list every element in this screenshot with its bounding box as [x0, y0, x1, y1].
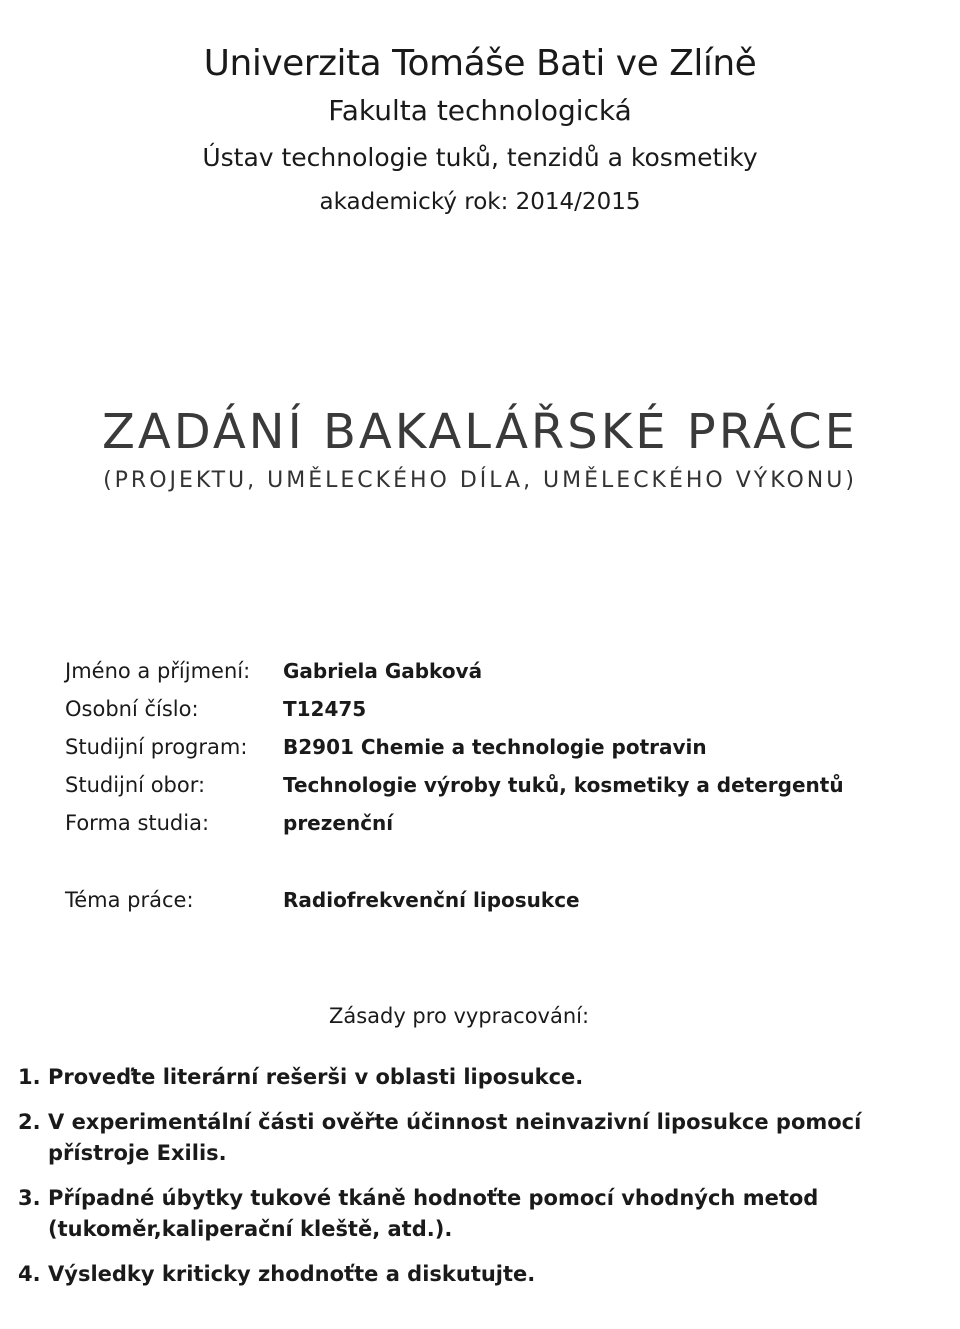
list-item — [18, 1062, 918, 1093]
item-text: Výsledky kriticky zhodnoťte a diskutujte. — [48, 1262, 536, 1286]
principles-list — [18, 1062, 918, 1304]
list-item — [18, 1259, 918, 1290]
title-block — [0, 400, 960, 498]
info-label: Studijní program: — [65, 735, 248, 759]
topic-value: Radiofrekvenční liposukce — [283, 888, 580, 912]
topic-label: Téma práce: — [65, 888, 194, 912]
item-text: Proveďte literární rešerši v oblasti liposukce. — [48, 1065, 584, 1089]
info-label: Studijní obor: — [65, 773, 206, 797]
item-number: 3. — [18, 1186, 41, 1210]
info-value: T12475 — [283, 697, 367, 721]
info-value: prezenční — [283, 811, 394, 835]
info-row-study-field — [65, 766, 925, 804]
info-label: Forma studia: — [65, 811, 210, 835]
item-number: 2. — [18, 1110, 41, 1134]
info-row-name — [65, 652, 925, 690]
student-info — [65, 652, 925, 842]
university-name: Univerzita Tomáše Bati ve Zlíně — [203, 43, 757, 84]
academic-year: akademický rok: 2014/2015 — [319, 189, 641, 215]
document-subtitle: (PROJEKTU, UMĚLECKÉHO DÍLA, UMĚLECKÉHO VÝKONU) — [103, 468, 857, 493]
info-label: Osobní číslo: — [65, 697, 199, 721]
institute-name: Ústav technologie tuků, tenzidů a kosmetiky — [202, 143, 758, 172]
list-item — [18, 1107, 918, 1169]
faculty-name: Fakulta technologická — [328, 94, 632, 127]
principles-heading: Zásady pro vypracování: — [328, 1004, 590, 1028]
item-number: 4. — [18, 1262, 41, 1286]
item-text: V experimentální části ověřte účinnost neinvazivní liposukce pomocí přístroje Exilis. — [48, 1110, 862, 1165]
info-value: Technologie výroby tuků, kosmetiky a detergentů — [283, 773, 844, 797]
info-label: Jméno a příjmení: — [65, 659, 251, 683]
info-value: Gabriela Gabková — [283, 659, 483, 683]
document-title: ZADÁNÍ BAKALÁŘSKÉ PRÁCE — [102, 404, 858, 460]
list-item — [18, 1183, 918, 1245]
item-text: Případné úbytky tukové tkáně hodnoťte pomocí vhodných metod (tukoměr,kaliperační kleště, atd.). — [48, 1186, 819, 1241]
info-row-study-program — [65, 728, 925, 766]
info-value: B2901 Chemie a technologie potravin — [283, 735, 707, 759]
document-header — [0, 40, 960, 222]
item-number: 1. — [18, 1065, 41, 1089]
thesis-topic — [65, 880, 580, 920]
info-row-study-form — [65, 804, 925, 842]
info-row-personal-number — [65, 690, 925, 728]
